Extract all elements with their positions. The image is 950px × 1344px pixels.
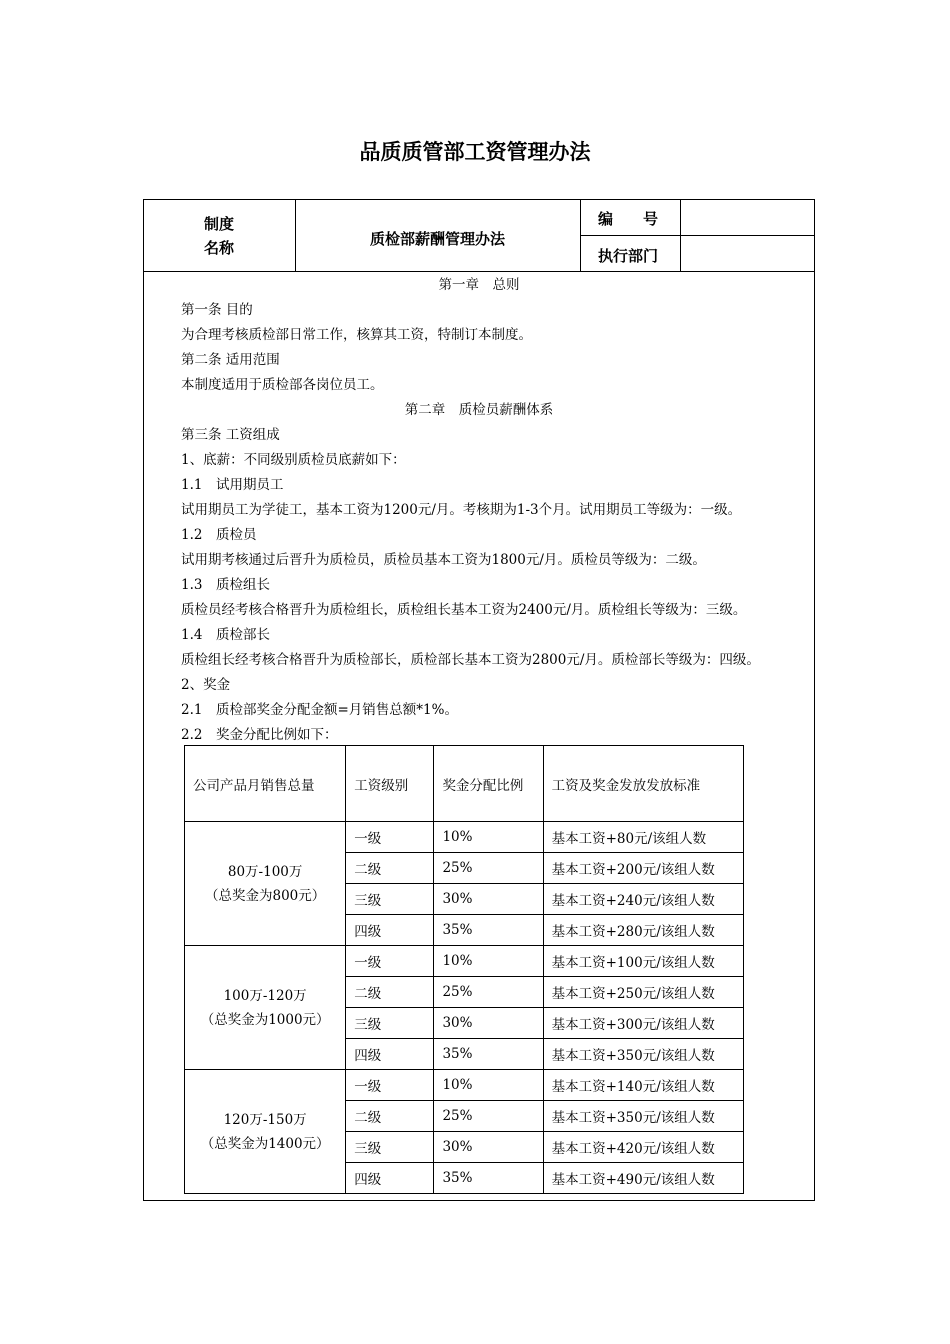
sales-range-cell <box>185 1070 346 1194</box>
level-cell: 三级 <box>346 884 434 915</box>
table-row <box>185 946 744 977</box>
subsection-title: 1.3 质检组长 <box>181 577 270 593</box>
ratio-cell: 25% <box>434 977 543 1008</box>
ratio-cell: 10% <box>434 1070 543 1101</box>
article-title: 第三条 工资组成 <box>181 427 280 443</box>
subsection-title: 1.4 质检部长 <box>181 627 270 643</box>
standard-cell: 基本工资+80元/该组人数 <box>543 822 743 853</box>
standard-cell: 基本工资+100元/该组人数 <box>543 946 743 977</box>
sales-range-cell <box>185 946 346 1070</box>
chapter-heading: 第一章 总则 <box>438 277 520 293</box>
total-bonus: （总奖金为800元） <box>205 887 326 904</box>
total-bonus: （总奖金为1000元） <box>200 1011 330 1028</box>
level-cell: 一级 <box>346 946 434 977</box>
subsection-text: 试用期员工为学徒工，基本工资为1200元/月。考核期为1-3个月。试用期员工等级为：一级。 <box>181 502 742 518</box>
dept-label: 执行部门 <box>598 247 659 265</box>
standard-cell: 基本工资+350元/该组人数 <box>543 1101 743 1132</box>
table-header-cell: 奖金分配比例 <box>434 746 543 822</box>
table-header-cell: 公司产品月销售总量 <box>185 746 346 822</box>
table-header-row <box>185 746 744 822</box>
sales-range-cell <box>185 822 346 946</box>
standard-cell: 基本工资+200元/该组人数 <box>543 853 743 884</box>
ratio-cell: 30% <box>434 1132 543 1163</box>
header-bottom-border <box>143 271 815 272</box>
standard-cell: 基本工资+350元/该组人数 <box>543 1039 743 1070</box>
table-header-cell: 工资级别 <box>346 746 434 822</box>
name-label <box>143 212 295 260</box>
level-cell: 二级 <box>346 977 434 1008</box>
standard-cell: 基本工资+240元/该组人数 <box>543 884 743 915</box>
total-bonus: （总奖金为1400元） <box>200 1135 330 1152</box>
article-text: 本制度适用于质检部各岗位员工。 <box>181 377 384 393</box>
subsection-text: 质检员经考核合格晋升为质检组长，质检组长基本工资为2400元/月。质检组长等级为：三级。 <box>181 602 747 618</box>
level-cell: 三级 <box>346 1008 434 1039</box>
subsection-title: 1.1 试用期员工 <box>181 477 284 493</box>
table-header-cell: 工资及奖金发放发放标准 <box>543 746 743 822</box>
subsection-title: 1.2 质检员 <box>181 527 257 543</box>
level-cell: 四级 <box>346 1039 434 1070</box>
article-title: 第二条 适用范围 <box>181 352 280 368</box>
ratio-cell: 10% <box>434 946 543 977</box>
chapter-heading: 第二章 质检员薪酬体系 <box>404 402 554 418</box>
sales-range: 80万-100万 <box>227 863 303 880</box>
standard-cell: 基本工资+280元/该组人数 <box>543 915 743 946</box>
standard-cell: 基本工资+140元/该组人数 <box>543 1070 743 1101</box>
level-cell: 四级 <box>346 915 434 946</box>
level-cell: 一级 <box>346 1070 434 1101</box>
ratio-cell: 30% <box>434 1008 543 1039</box>
name-label-line1: 制度 <box>203 215 234 233</box>
standard-cell: 基本工资+250元/该组人数 <box>543 977 743 1008</box>
ratio-cell: 25% <box>434 1101 543 1132</box>
article-title: 第一条 目的 <box>181 302 253 318</box>
level-cell: 二级 <box>346 1101 434 1132</box>
subsection-text: 2.1 质检部奖金分配金额=月销售总额*1%。 <box>181 702 458 718</box>
level-cell: 四级 <box>346 1163 434 1194</box>
standard-cell: 基本工资+300元/该组人数 <box>543 1008 743 1039</box>
document-title: 品质质管部工资管理办法 <box>359 140 591 164</box>
ratio-cell: 10% <box>434 822 543 853</box>
ratio-cell: 35% <box>434 915 543 946</box>
ratio-cell: 25% <box>434 853 543 884</box>
name-value: 质检部薪酬管理办法 <box>369 230 505 248</box>
table-row <box>185 822 744 853</box>
standard-cell: 基本工资+420元/该组人数 <box>543 1132 743 1163</box>
article-text: 为合理考核质检部日常工作，核算其工资，特制订本制度。 <box>181 327 532 343</box>
subsection-text: 试用期考核通过后晋升为质检员，质检员基本工资为1800元/月。质检员等级为：二级。 <box>181 552 706 568</box>
code-label: 编 号 <box>598 210 659 228</box>
ratio-cell: 30% <box>434 884 543 915</box>
table-row <box>185 1070 744 1101</box>
ratio-cell: 35% <box>434 1039 543 1070</box>
section-heading: 2、奖金 <box>181 677 231 693</box>
header-divider <box>580 235 815 236</box>
level-cell: 一级 <box>346 822 434 853</box>
ratio-cell: 35% <box>434 1163 543 1194</box>
level-cell: 三级 <box>346 1132 434 1163</box>
section-heading: 1、底薪：不同级别质检员底薪如下： <box>181 452 406 468</box>
standard-cell: 基本工资+490元/该组人数 <box>543 1163 743 1194</box>
sales-range: 120万-150万 <box>223 1111 307 1128</box>
subsection-text: 质检组长经考核合格晋升为质检部长，质检部长基本工资为2800元/月。质检部长等级为：四级。 <box>181 652 760 668</box>
name-label-line2: 名称 <box>203 239 234 257</box>
bonus-allocation-table <box>184 745 744 1194</box>
level-cell: 二级 <box>346 853 434 884</box>
sales-range: 100万-120万 <box>223 987 307 1004</box>
subsection-text: 2.2 奖金分配比例如下： <box>181 727 338 743</box>
